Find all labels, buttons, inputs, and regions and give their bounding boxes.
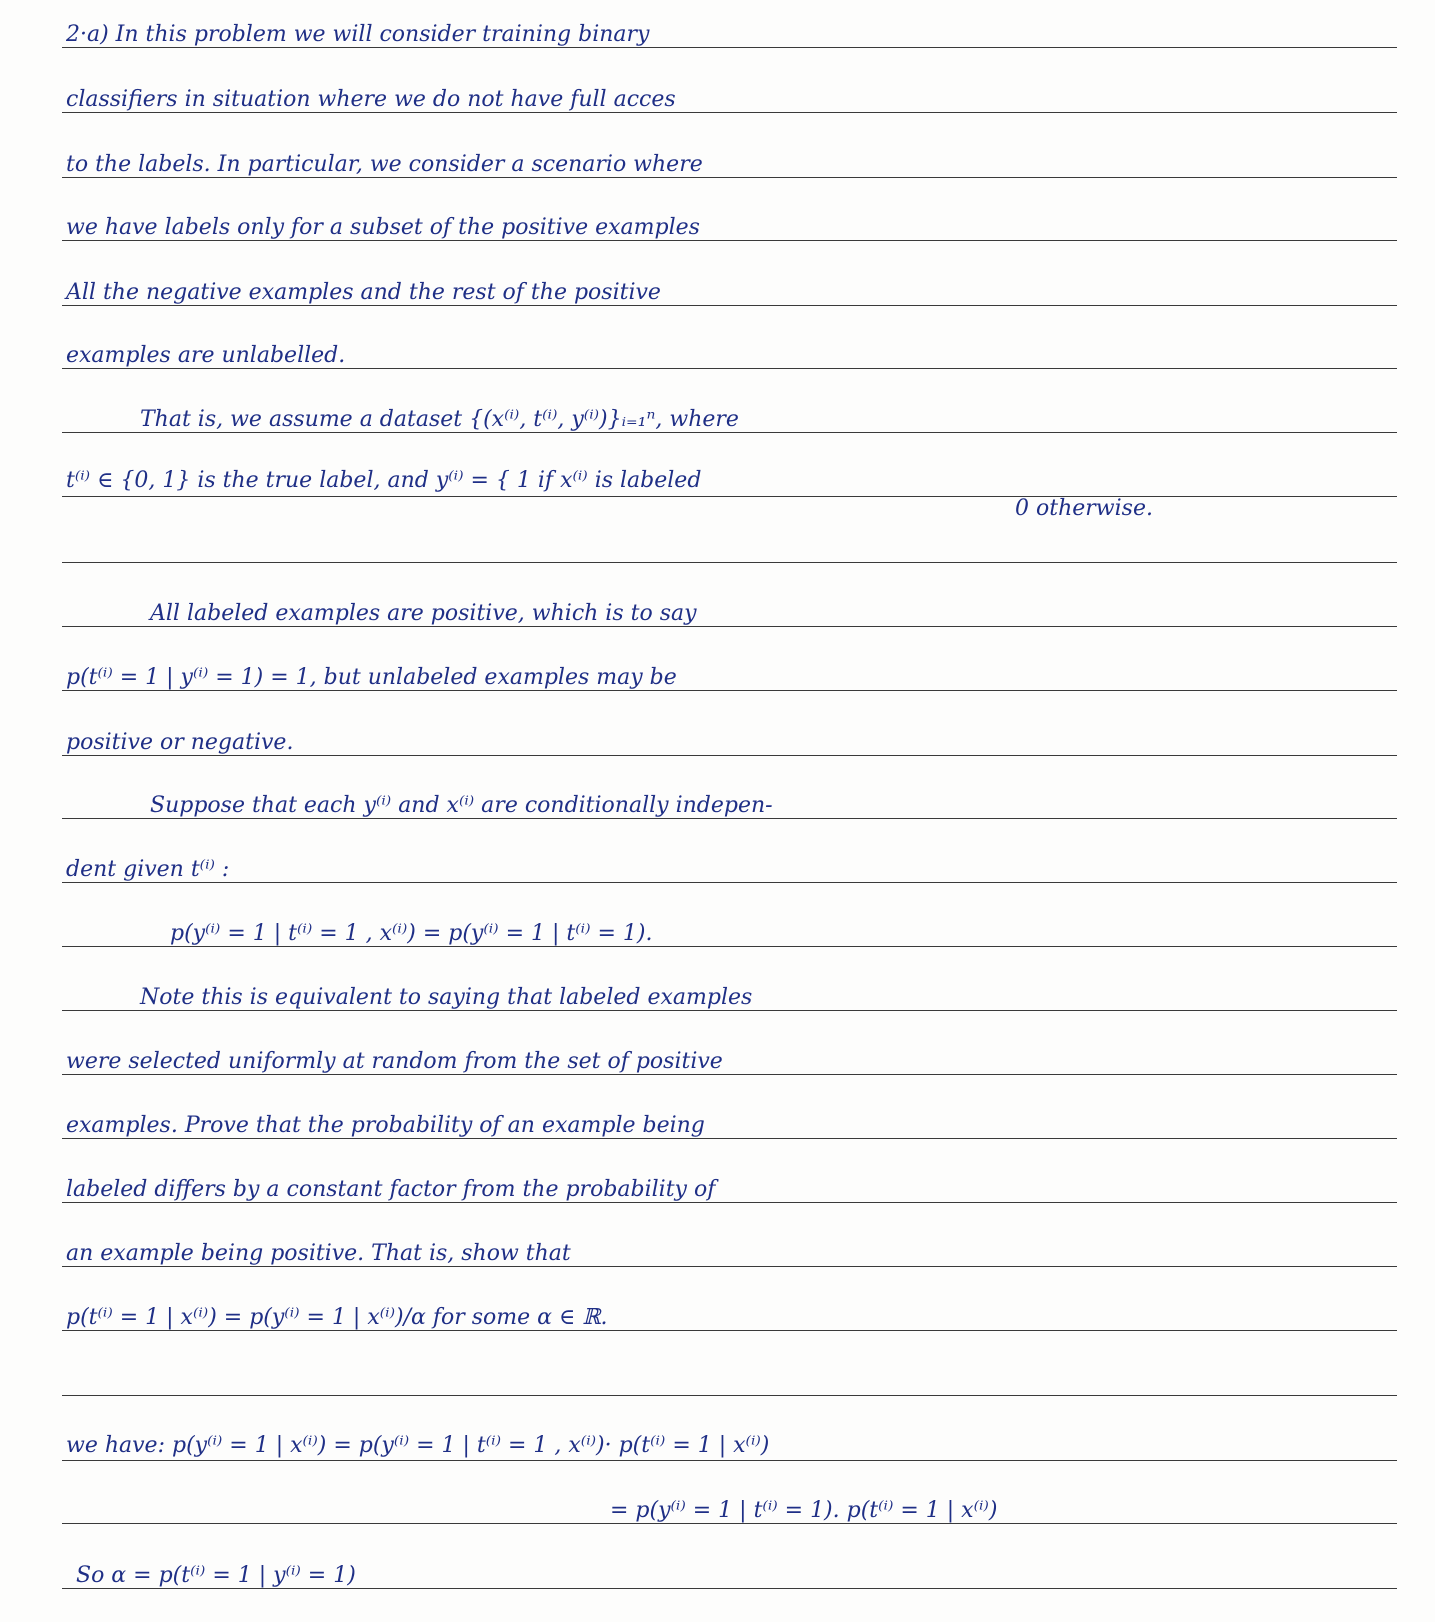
ruled-line	[62, 1266, 1397, 1267]
ruled-line	[62, 1460, 1397, 1461]
problem-statement-line: we have labels only for a subset of the positive examples	[66, 215, 700, 240]
solution-line: we have: p(y⁽ⁱ⁾ = 1 | x⁽ⁱ⁾) = p(y⁽ⁱ⁾ = 1 | t⁽ⁱ⁾ = 1 , x⁽ⁱ⁾)· p(t⁽ⁱ⁾ = 1 | x⁽ⁱ⁾)	[66, 1433, 770, 1458]
problem-statement-line: That is, we assume a dataset {(x⁽ⁱ⁾, t⁽ⁱ⁾, y⁽ⁱ⁾)}ᵢ₌₁ⁿ, where	[140, 407, 739, 432]
ruled-line	[62, 496, 1397, 497]
problem-statement-line: 0 otherwise.	[1015, 496, 1153, 521]
ruled-line	[62, 1010, 1397, 1011]
equation-line: p(y⁽ⁱ⁾ = 1 | t⁽ⁱ⁾ = 1 , x⁽ⁱ⁾) = p(y⁽ⁱ⁾ = 1 | t⁽ⁱ⁾ = 1).	[170, 921, 653, 946]
problem-statement-line: p(t⁽ⁱ⁾ = 1 | y⁽ⁱ⁾ = 1) = 1, but unlabeled examples may be	[66, 665, 677, 690]
ruled-line	[62, 690, 1397, 691]
ruled-line	[62, 240, 1397, 241]
problem-statement-line: All labeled examples are positive, which is to say	[150, 601, 697, 626]
problem-statement-line: Suppose that each y⁽ⁱ⁾ and x⁽ⁱ⁾ are conditionally indepen-	[150, 793, 773, 818]
problem-statement-line: 2·a) In this problem we will consider training binary	[66, 22, 650, 47]
ruled-line	[62, 368, 1397, 369]
ruled-line	[62, 1523, 1397, 1524]
problem-statement-line: t⁽ⁱ⁾ ∈ {0, 1} is the true label, and y⁽ⁱ⁾ = { 1 if x⁽ⁱ⁾ is labeled	[66, 468, 702, 493]
ruled-line	[62, 432, 1397, 433]
ruled-line	[62, 1588, 1397, 1589]
ruled-line	[62, 882, 1397, 883]
problem-statement-line: examples are unlabelled.	[66, 343, 346, 368]
ruled-line	[62, 177, 1397, 178]
problem-statement-line: dent given t⁽ⁱ⁾ :	[66, 857, 230, 882]
ruled-line	[62, 562, 1397, 563]
ruled-line	[62, 1138, 1397, 1139]
ruled-line	[62, 1330, 1397, 1331]
problem-statement-line: positive or negative.	[66, 730, 294, 755]
ruled-line	[62, 946, 1397, 947]
solution-line: = p(y⁽ⁱ⁾ = 1 | t⁽ⁱ⁾ = 1). p(t⁽ⁱ⁾ = 1 | x⁽ⁱ⁾)	[610, 1498, 998, 1523]
ruled-line	[62, 818, 1397, 819]
problem-statement-line: to the labels. In particular, we consider a scenario where	[66, 152, 703, 177]
ruled-line	[62, 755, 1397, 756]
solution-line: So α = p(t⁽ⁱ⁾ = 1 | y⁽ⁱ⁾ = 1)	[76, 1563, 356, 1588]
ruled-line	[62, 47, 1397, 48]
ruled-line	[62, 1074, 1397, 1075]
ruled-line	[62, 626, 1397, 627]
problem-statement-line: examples. Prove that the probability of an example being	[66, 1113, 705, 1138]
problem-statement-line: an example being positive. That is, show that	[66, 1241, 571, 1266]
equation-line: p(t⁽ⁱ⁾ = 1 | x⁽ⁱ⁾) = p(y⁽ⁱ⁾ = 1 | x⁽ⁱ⁾)/α for some α ∈ ℝ.	[66, 1305, 608, 1330]
ruled-line	[62, 1395, 1397, 1396]
ruled-line	[62, 112, 1397, 113]
problem-statement-line: were selected uniformly at random from the set of positive	[66, 1049, 723, 1074]
problem-statement-line: classifiers in situation where we do not have full acces	[66, 87, 676, 112]
problem-statement-line: labeled differs by a constant factor from the probability of	[66, 1177, 716, 1202]
problem-statement-line: All the negative examples and the rest of the positive	[66, 280, 661, 305]
ruled-line	[62, 1202, 1397, 1203]
ruled-line	[62, 305, 1397, 306]
problem-statement-line: Note this is equivalent to saying that labeled examples	[140, 985, 753, 1010]
